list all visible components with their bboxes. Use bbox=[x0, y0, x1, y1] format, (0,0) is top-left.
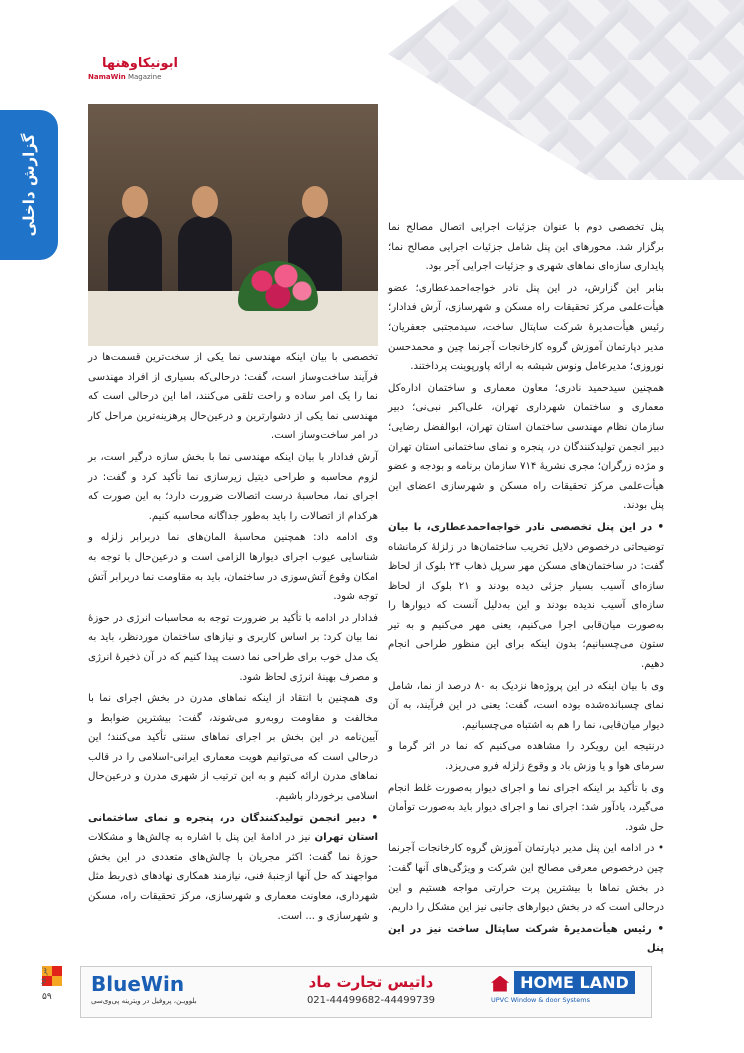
article-paragraph bbox=[88, 689, 378, 807]
paragraph-text: وی با تأکید بر اینکه اجرای نما و اجرای دیوار به‌صورت غلط انجام می‌گیرد، یادآور شد: اجرای نما و اجرای دیوار باید به‌صورت توأمان حل شود. bbox=[388, 782, 664, 833]
ad-homeland-tagline: UPVC Window & door Systems bbox=[491, 996, 591, 1004]
article-paragraph bbox=[388, 920, 664, 959]
paragraph-text: نیز در ادامۀ این پنل با اشاره به چالش‌ها و مشکلات حوزۀ نما گفت: اکثر مجریان با چالش‌های متعددی در این بخش مواجهند که حل آنها ازجنبۀ فنی، نیازمند همکاری نهادهای ذی‌ربط مثل شهرداری، معاونت معماری و شهرسازی، مرکز تحقیقات راه، مسکن و شهرسازی و ... است. bbox=[88, 832, 378, 922]
ad-bluewin-name: BlueWin bbox=[91, 972, 185, 996]
paragraph-text: فدادار در ادامه با تأکید بر ضرورت توجه به محاسبات انرژی در حوزۀ نما بیان کرد: بر اساس کاربری و نیازهای ساختمان موردنظر، باید به یک مدل خوب برای طراحی نما دست پیدا کنیم که در آن ذخیرۀ انرژی و مصرف بهینۀ انرژی لحاظ شود. bbox=[88, 612, 378, 683]
paragraph-lead: • دبیر انجمن تولیدکنندگان در، پنجره و نمای ساختمانی استان تهران bbox=[88, 812, 379, 844]
ad-datis bbox=[281, 973, 461, 1006]
panel-photo bbox=[88, 104, 378, 346]
ad-bluewin-tagline: بلوویـن، پروفیل در ویترینه پی‌وی‌سی bbox=[91, 997, 197, 1005]
article-paragraph bbox=[388, 279, 664, 377]
paragraph-text: وی با بیان اینکه در این پروژه‌ها نزدیک به ۸۰ درصد از نما، شامل نمای چسبانده‌شده بوده است، گفت: یعنی در این فرآیند، به آن دیوار میان‌قابی، نما را هم به اشتباه می‌چسبانیم. bbox=[388, 680, 665, 731]
article-paragraph bbox=[88, 348, 378, 446]
ad-banner[interactable] bbox=[80, 966, 652, 1018]
house-icon bbox=[491, 976, 509, 992]
paragraph-text: تخصصی با بیان اینکه مهندسی نما یکی از سخت‌ترین قسمت‌ها در فرآیند ساخت‌وساز است، گفت: درحالی‌که بسیاری از افراد مهندسی نما را یک امر ساده و راحت تلقی می‌کنند، اما این درحالی است که مهندسی نما یکی از دشوارترین و درعین‌حال پرهزینه‌ترین مراحل کار در امر ساخت‌وساز است. bbox=[88, 352, 378, 442]
issue-label: تیر ۹۸ bbox=[40, 967, 48, 985]
magazine-logo bbox=[88, 56, 178, 86]
paragraph-text: توضیحاتی درخصوص دلایل تخریب ساختمان‌ها در زلزلۀ کرمانشاه گفت: در ساختمان‌های مسکن مهر سرپل ذهاب ۲۴ بلوک از لحاظ سازه‌ای آسیب بسیار جزئی دیده بودند و ۲۱ بلوک از لحاظ سازه‌ای آسیب ندیده بودند و این به‌دلیل آنست که دیوارها را به‌صورت میان‌قابی اجرا می‌کنیم، یعنی مهر می‌کنیم و به تیر ستون می‌چسبانیم؛ بدون اینکه برای این منظور طراحی انجام دهیم. bbox=[388, 541, 664, 671]
page-number: ۵۹ bbox=[42, 992, 52, 1002]
article-column-right bbox=[388, 218, 664, 961]
logo-en: NamaWin Magazine bbox=[88, 73, 162, 81]
paragraph-text: بنابر این گزارش، در این پنل نادر خواجه‌احمدعطاری؛ عضو هیأت‌علمی مرکز تحقیقات راه مسکن و شهرسازی، آرش فدادار؛ رئیس هیأت‌مدیرۀ شرکت ساپتال ساخت، سید‌مجتبی جعفریان؛ مدیر دپارتمان آموزش گروه کارخانجات آجرنما چین و محمدحسن نوروزی؛ مدیرعامل ونوس شیشه به ارائه پاورپوینت پرداختند. bbox=[388, 282, 664, 373]
ad-datis-name: داتیس تجارت ماد bbox=[308, 973, 434, 991]
paragraph-text: • در ادامه این پنل مدیر دپارتمان آموزش گروه کارخانجات آجرنما چین درخصوص معرفی مصالح این شرکت و ویژگی‌های آنها گفت: در بخش نماها با بیشترین پرت حرارتی مواجه هستیم و این درحالی است که در بخش دیوارهای جانبی نیز این مشکل را داریم. bbox=[388, 843, 664, 914]
logo-fa: ابونیکاوهنها bbox=[102, 56, 178, 71]
paragraph-text: وی همچنین با انتقاد از اینکه نماهای مدرن در بخش اجرای نما با مخالفت و مقاومت روبه‌رو می‌شوند، گفت: بیشترین ضوابط و آیین‌نامه در این بخش بر اجرای نماهای سنتی تأکید می‌کنند؛ این درحالی است که می‌توانیم هویت معماری ایرانی-اسلامی را در قالب نماهای مدرن ارائه کنیم و به این ترتیب از شهری مدرن و درعین‌حال اسلامی برخوردار باشیم. bbox=[88, 693, 378, 803]
photo-table bbox=[88, 291, 378, 346]
paragraph-text: وی ادامه داد: همچنین محاسبۀ المان‌های نما دربرابر زلزله و شناسایی عیوب اجرای دیوارها الزامی است و درعین‌حال با توجه به امکان وقوع آتش‌سوزی در ساختمان، باید به مقاومت نما دربرابر آتش توجه شود. bbox=[88, 532, 378, 603]
article-paragraph bbox=[388, 518, 664, 675]
article-paragraph bbox=[388, 379, 664, 516]
paragraph-lead: • رئیس هیأت‌مدیرۀ شرکت ساپتال ساخت نیز در این پنل bbox=[388, 923, 664, 955]
article-paragraph bbox=[388, 677, 664, 736]
article-column-left bbox=[88, 348, 378, 928]
article-paragraph bbox=[88, 809, 378, 927]
paragraph-text: آرش فدادار با بیان اینکه مهندسی نما با بخش سازه درگیر است، بر لزوم محاسبه و طراحی دیتیل زیرسازی نما تأکید کرد و گفت: در اجرای نما، محاسبۀ درست اتصالات ضرورت دارد؛ به این صورت که هرکدام از اتصالات را باید به‌طور جداگانه محاسبه کنیم. bbox=[88, 451, 378, 522]
article-paragraph bbox=[388, 779, 664, 838]
paragraph-text: همچنین سید‌حمید نادری؛ معاون معماری و ساختمان اداره‌کل معماری و ساختمان شهرداری تهران، علی‌اکبر نبی‌نی؛ دبیر سازمان نظام مهندسی ساختمان استان تهران، ابوالفضل رضایی؛ دبیر انجمن تولیدکنندگان در، پنجره و نمای ساختمانی استان تهران و مژده زرگران؛ مجری نشریۀ ۷۱۴ سازمان برنامه و بودجه و عضو هیأت‌علمی مرکز تحقیقات راه مسکن و شهرسازی اعضای این پنل بودند. bbox=[388, 382, 664, 512]
section-title: گزارش داخلی bbox=[20, 133, 38, 237]
article-paragraph bbox=[88, 448, 378, 526]
section-tab bbox=[0, 110, 58, 260]
ad-homeland bbox=[491, 971, 641, 1004]
paragraph-text: درنتیجه این رویکرد را مشاهده می‌کنیم که نما در اثر گرما و سرمای هوا و یا وزش باد و وقوع زلزله فرو می‌ریزد. bbox=[388, 741, 664, 773]
article-paragraph bbox=[388, 737, 664, 776]
article-paragraph bbox=[388, 218, 664, 277]
paragraph-text: پنل تخصصی دوم با عنوان جزئیات اجرایی اتصال مصالح نما برگزار شد. محورهای این پنل شامل جزئیات اجرایی مصالح نما؛ پایداری سازه‌ای نماهای شهری و جزئیات اجرایی آجر بود. bbox=[388, 222, 664, 273]
article-paragraph bbox=[388, 839, 664, 917]
ad-bluewin bbox=[91, 971, 241, 1005]
article-paragraph bbox=[88, 528, 378, 606]
article-paragraph bbox=[88, 609, 378, 687]
header-pattern bbox=[388, 0, 744, 180]
ad-datis-phone: 021-44499682-44499739 bbox=[306, 995, 436, 1006]
ad-homeland-name: HOME LAND bbox=[514, 971, 635, 994]
paragraph-lead: • در این پنل تخصصی نادر خواجه‌احمدعطاری، با بیان bbox=[388, 521, 664, 533]
